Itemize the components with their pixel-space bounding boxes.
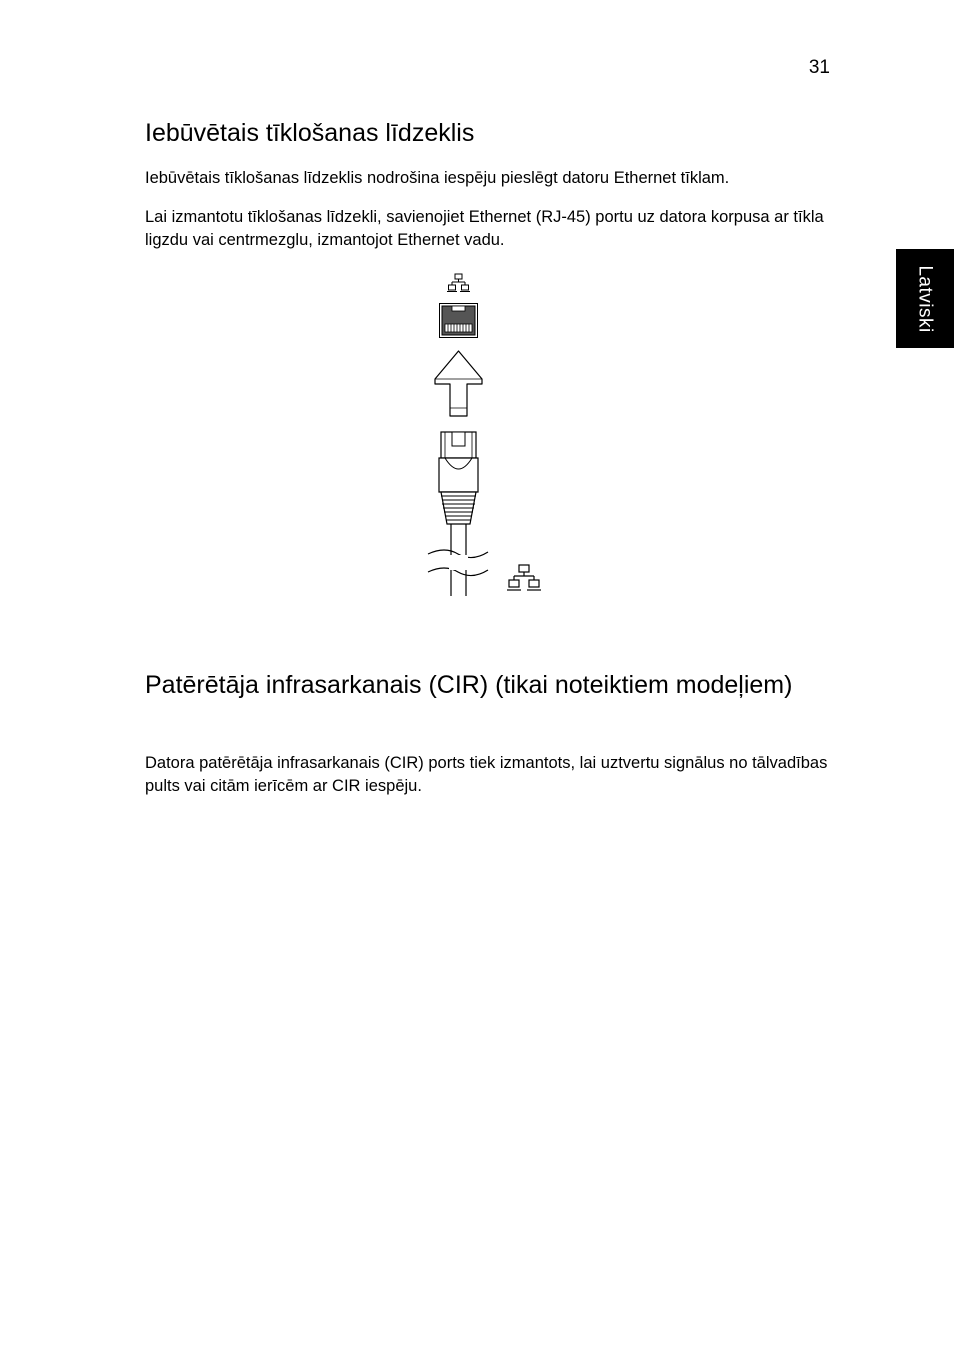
section-heading-cir: Patērētāja infrasarkanais (CIR) (tikai noteiktiem modeļiem) — [145, 671, 793, 699]
ethernet-figure — [400, 268, 560, 600]
network-icon — [447, 274, 470, 292]
rj45-plug-icon — [428, 432, 488, 596]
language-side-tab-label: Latviski — [915, 264, 937, 333]
paragraph-cir: Datora patērētāja infrasarkanais (CIR) ports tiek izmantots, lai uztvertu signālus no tālvadības pults vai citām ierīcēm ar CIR iespēju. — [145, 754, 828, 795]
rj45-port-icon — [440, 304, 478, 338]
section-heading-networking: Iebūvētais tīklošanas līdzeklis — [145, 119, 475, 147]
page-number: 31 — [808, 57, 830, 78]
network-icon — [507, 565, 541, 590]
arrow-up-icon — [435, 351, 482, 416]
paragraph-networking-usage: Lai izmantotu tīklošanas līdzekli, savienojiet Ethernet (RJ-45) portu uz datora korpusa ar tīkla ligzdu vai centrmezglu, izmantojot Ethernet vadu. — [145, 208, 824, 249]
ethernet-figure-svg — [400, 268, 560, 600]
language-side-tab — [896, 249, 954, 348]
paragraph-networking-intro: Iebūvētais tīklošanas līdzeklis nodrošina iespēju pieslēgt datoru Ethernet tīklam. — [145, 169, 730, 187]
